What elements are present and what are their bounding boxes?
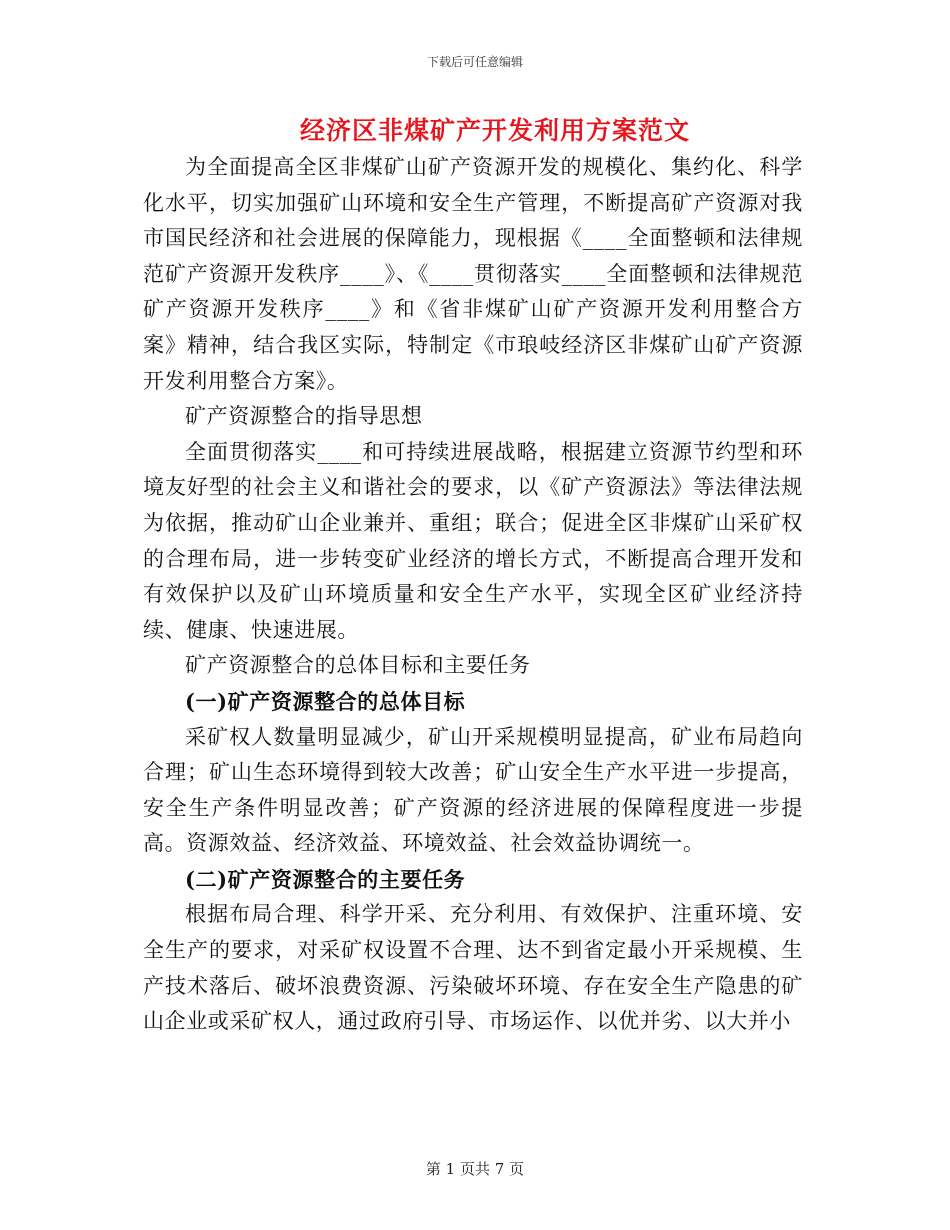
- heading-main-tasks: (二)矿产资源整合的主要任务: [185, 866, 466, 892]
- document-title: 经济区非煤矿产开发利用方案范文: [299, 116, 690, 145]
- heading-overall-goal: (一)矿产资源整合的总体目标: [185, 688, 466, 714]
- paragraph-guiding-thought: 全面贯彻落实____和可持续进展战略，根据建立资源节约型和环境友好型的社会主义和谐社会的要求，以《矿产资源法》等法律法规为依据，推动矿山企业兼并、重组；联合；促进全区非煤矿山采矿权的合理布局，进一步转变矿业经济的增长方式，不断提高合理开发和有效保护以及矿山环境质量和安全生产水平，实现全区矿业经济持续、健康、快速进展。: [143, 439, 803, 642]
- section-guiding-thought: 矿产资源整合的指导思想: [185, 404, 423, 429]
- page-number: 第 1 页共 7 页: [425, 1160, 525, 1178]
- section-goals-tasks: 矿产资源整合的总体目标和主要任务: [185, 653, 531, 678]
- document-body: [143, 150, 803, 1040]
- paragraph-intro: 为全面提高全区非煤矿山矿产资源开发的规模化、集约化、科学化水平，切实加强矿山环境和安全生产管理，不断提高矿产资源对我市国民经济和社会进展的保障能力，现根据《____全面整顿和法律规范矿产资源开发秩序____》、《____贯彻落实____全面整顿和法律规范矿产资源开发秩序____》和《省非煤矿山矿产资源开发利用整合方案》精神，结合我区实际，特制定《市琅岐经济区非煤矿山矿产资源开发利用整合方案》。: [143, 155, 803, 393]
- header-note: 下载后可任意编辑: [426, 55, 523, 69]
- paragraph-overall-goal: 采矿权人数量明显减少，矿山开采规模明显提高，矿业布局趋向合理；矿山生态环境得到较大改善；矿山安全生产水平进一步提高，安全生产条件明显改善；矿产资源的经济进展的保障程度进一步提高。资源效益、经济效益、环境效益、社会效益协调统一。: [143, 724, 803, 856]
- paragraph-main-tasks: 根据布局合理、科学开采、充分利用、有效保护、注重环境、安全生产的要求，对采矿权设置不合理、达不到省定最小开采规模、生产技术落后、破坏浪费资源、污染破坏环境、存在安全生产隐患的矿山企业或采矿权人，通过政府引导、市场运作、以优并劣、以大并小: [143, 902, 803, 1034]
